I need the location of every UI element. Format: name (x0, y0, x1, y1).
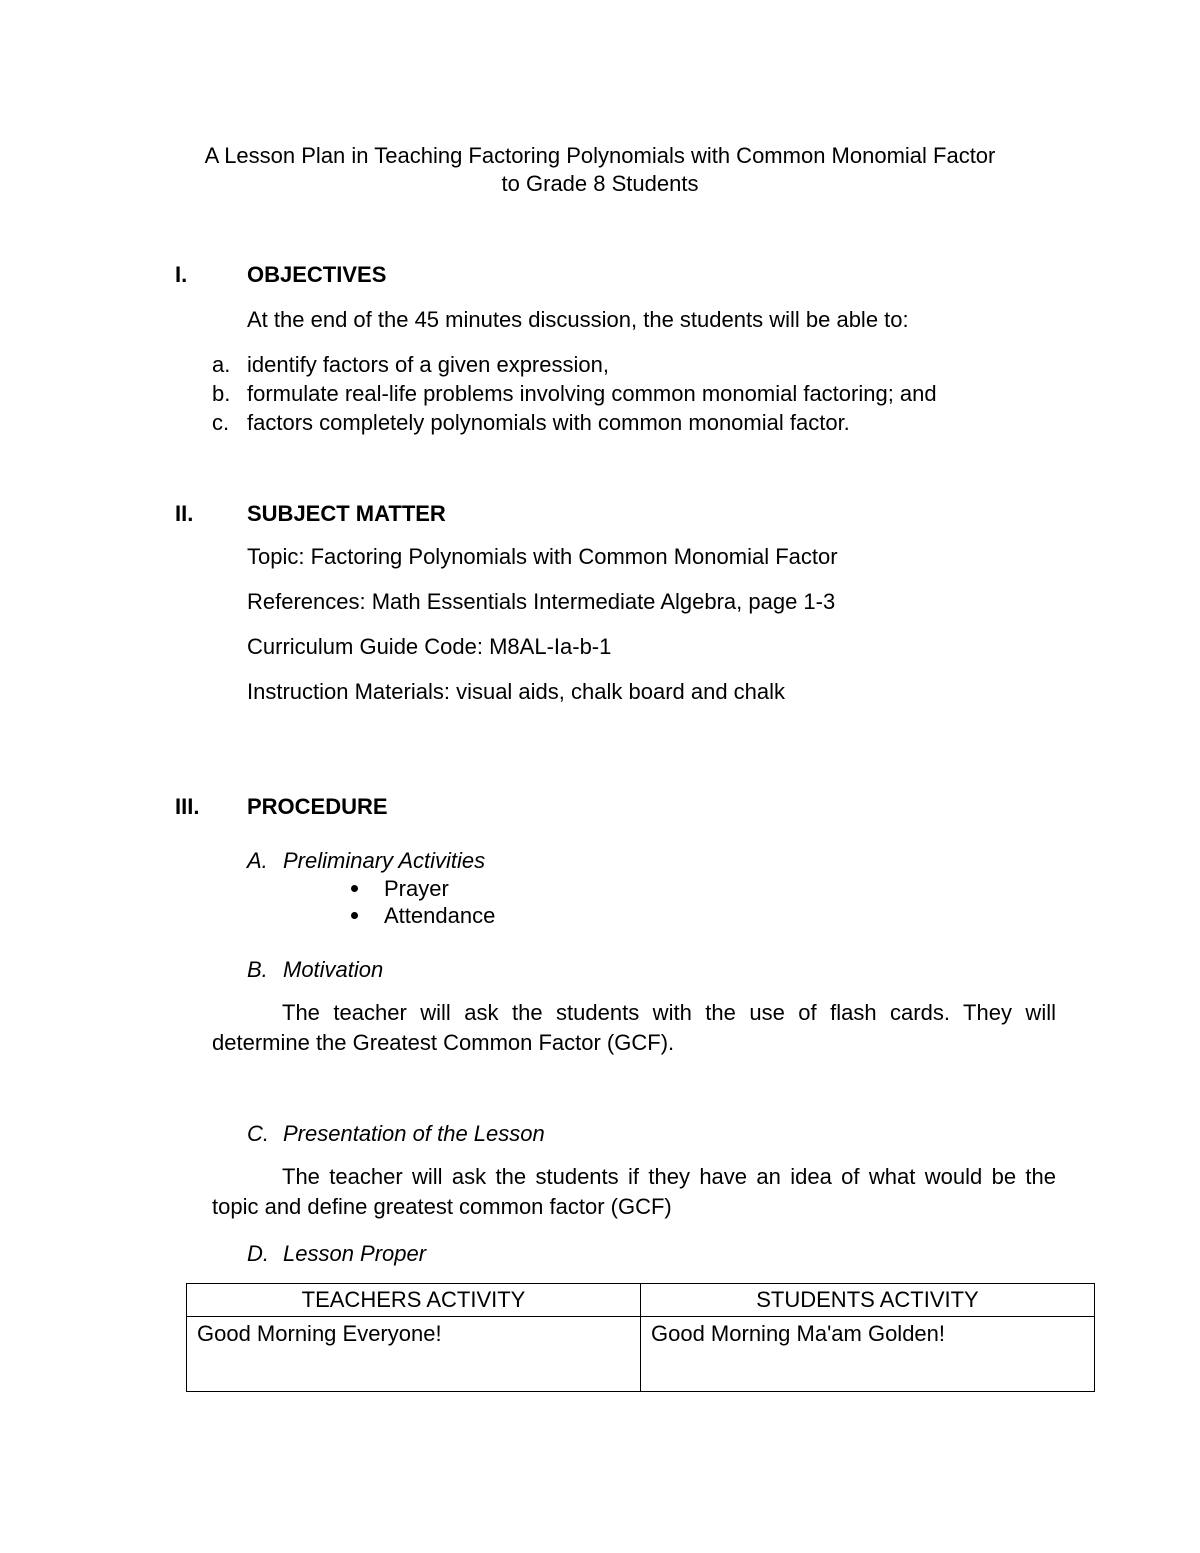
document-subtitle: to Grade 8 Students (501, 171, 699, 196)
list-marker: a. (212, 352, 231, 377)
section-numeral-subject-matter: II. (175, 501, 194, 526)
table-cell-teacher: Good Morning Everyone! (187, 1317, 641, 1392)
subsection-marker: B. (247, 957, 268, 982)
presentation-text: The teacher will ask the students if they have an idea of what would be the topic and define greatest common factor (GCF) (212, 1164, 1056, 1219)
section-heading-subject-matter: SUBJECT MATTER (247, 501, 446, 526)
list-item: Attendance (384, 903, 496, 928)
section-numeral-procedure: III. (175, 794, 200, 819)
table-header-students: STUDENTS ACTIVITY (641, 1284, 1095, 1317)
subsection-marker: D. (247, 1241, 269, 1266)
presentation-paragraph (212, 1162, 1056, 1222)
table-row (187, 1317, 1095, 1392)
subsection-marker: C. (247, 1121, 269, 1146)
table-header-teachers: TEACHERS ACTIVITY (187, 1284, 641, 1317)
references-line: References: Math Essentials Intermediate Algebra, page 1-3 (247, 589, 836, 614)
topic-line: Topic: Factoring Polynomials with Common Monomial Factor (247, 544, 838, 569)
table-cell-student: Good Morning Ma'am Golden! (641, 1317, 1095, 1392)
document-title: A Lesson Plan in Teaching Factoring Polynomials with Common Monomial Factor (204, 143, 996, 168)
list-item: factors completely polynomials with common monomial factor. (247, 410, 850, 435)
curriculum-code-line: Curriculum Guide Code: M8AL-Ia-b-1 (247, 634, 612, 659)
list-item: formulate real-life problems involving common monomial factoring; and (247, 381, 937, 406)
section-heading-procedure: PROCEDURE (247, 794, 388, 819)
subsection-title-presentation: Presentation of the Lesson (283, 1121, 545, 1146)
list-marker: b. (212, 381, 231, 406)
list-marker: c. (212, 410, 230, 435)
bullet-icon (351, 885, 358, 892)
list-item: Prayer (384, 876, 449, 901)
motivation-text: The teacher will ask the students with the use of flash cards. They will determine the Greatest Common Factor (GCF). (212, 1000, 1056, 1055)
activity-table (186, 1283, 1095, 1392)
motivation-paragraph (212, 998, 1056, 1058)
materials-line: Instruction Materials: visual aids, chalk board and chalk (247, 679, 786, 704)
bullet-icon (351, 912, 358, 919)
table-header-row (187, 1284, 1095, 1317)
subsection-title-lesson-proper: Lesson Proper (283, 1241, 427, 1266)
list-item: identify factors of a given expression, (247, 352, 609, 377)
subsection-title-motivation: Motivation (283, 957, 384, 982)
section-heading-objectives: OBJECTIVES (247, 262, 387, 287)
subsection-title-preliminary: Preliminary Activities (283, 848, 486, 873)
objectives-intro: At the end of the 45 minutes discussion, the students will be able to: (247, 307, 909, 332)
section-numeral-objectives: I. (175, 262, 188, 287)
subsection-marker: A. (247, 848, 268, 873)
